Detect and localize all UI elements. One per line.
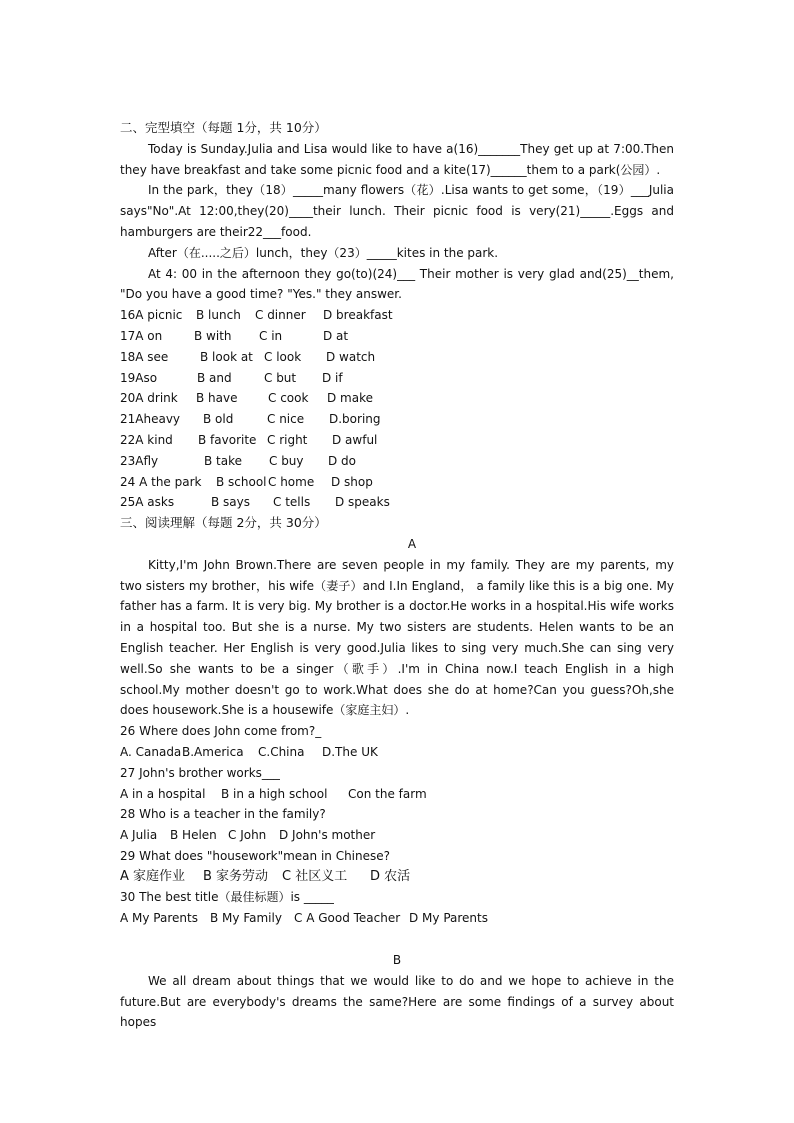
option-30a: A My Parents (120, 911, 198, 926)
option-28b: B Helen (170, 828, 217, 843)
option-22d: D awful (332, 432, 378, 447)
option-22c: C right (267, 432, 308, 447)
option-19b: B and (197, 370, 232, 385)
option-16c: C dinner (255, 308, 306, 323)
option-28c: C John (228, 828, 267, 843)
option-26c: C.China (258, 744, 305, 759)
option-20d: D make (327, 391, 374, 406)
option-row-25 (120, 492, 674, 513)
option-19a: 19Aso (120, 370, 158, 385)
question-27-options (120, 784, 674, 805)
option-22a: 22A kind (120, 432, 173, 447)
option-25d: D speaks (335, 495, 390, 510)
option-17b: B with (194, 328, 232, 343)
section2-heading: 二、完型填空（每题 1分，共 10分） (120, 120, 327, 135)
option-row-20 (120, 388, 674, 409)
option-30b: B My Family (210, 911, 282, 926)
spacer (120, 929, 674, 950)
question-27: 27 John's brother works___ (120, 765, 280, 780)
option-29c: C 社区义工 (282, 868, 348, 884)
option-27b: B in a high school (221, 786, 328, 801)
passage-a-text: Kitty,I'm John Brown.There are seven people in my family. They are my parents, my two sisters my brother，his wife（妻子）and I.In England， a family like this is a big one. My father has a farm. It is very big. My brother is a doctor.He works in a hospital.His wife works in a hospital too. But she is a nurse. My two sisters are students. Helen wants to be an English teacher. Her English is very good.Julia likes to sing very much.She can sing very well.So she wants to be a singer（歌手）.I'm in China now.I teach English in a high school.My mother doesn't go to work.What does she do at home?Can you guess?Oh,she does housework.She is a housewife（家庭主妇）. (120, 557, 674, 718)
cloze-options (120, 305, 674, 513)
option-19d: D if (322, 370, 343, 385)
option-23a: 23Afly (120, 453, 159, 468)
option-24c: C home (268, 474, 315, 489)
option-24a: 24 A the park (120, 474, 202, 489)
option-20a: 20A drink (120, 391, 178, 406)
option-17c: C in (259, 328, 283, 343)
option-21c: C nice (267, 412, 305, 427)
option-21d: D.boring (329, 412, 381, 427)
option-row-23 (120, 451, 674, 472)
option-21b: B old (203, 412, 234, 427)
option-18c: C look (264, 349, 302, 364)
option-row-22 (120, 430, 674, 451)
option-25b: B says (211, 495, 251, 510)
option-27c: Con the farm (348, 786, 427, 801)
option-28a: A Julia (120, 828, 158, 843)
option-21a: 21Aheavy (120, 412, 181, 427)
cloze-paragraph-1: Today is Sunday.Julia and Lisa would like to have a(16)_______They get up at 7:00.Then they have breakfast and take some picnic food and a kite(17)______them to a park(公园）. (120, 141, 674, 177)
option-25c: C tells (273, 495, 311, 510)
option-26b: B.America (182, 744, 244, 759)
question-29: 29 What does "housework"mean in Chinese? (120, 848, 391, 863)
option-18d: D watch (326, 349, 376, 364)
option-row-16 (120, 305, 674, 326)
option-29d: D 农活 (370, 868, 411, 884)
passage-b-text: We all dream about things that we would like to do and we hope to achieve in the future.But are everybody's dreams the same?Here are some findings of a survey about hopes (120, 973, 674, 1030)
question-28: 28 Who is a teacher in the family? (120, 807, 326, 822)
option-row-17 (120, 326, 674, 347)
cloze-paragraph-3: After（在.....之后）lunch，they（23）_____kites in the park. (148, 245, 499, 260)
cloze-paragraph-4: At 4: 00 in the afternoon they go(to)(24)___ Their mother is very glad and(25)__them, "Do you have a good time? "Yes." they answer. (120, 266, 674, 302)
question-28-options (120, 825, 674, 846)
option-row-18 (120, 347, 674, 368)
section3-heading: 三、阅读理解（每题 2分，共 30分） (120, 515, 327, 531)
option-17a: 17A on (120, 328, 163, 343)
passage-b-label: B (392, 953, 402, 968)
question-30-options (120, 908, 674, 929)
option-24d: D shop (331, 474, 373, 489)
question-26-options (120, 742, 674, 763)
option-26d: D.The UK (322, 744, 378, 759)
option-row-19 (120, 368, 674, 389)
option-19c: C but (264, 370, 297, 385)
option-18a: 18A see (120, 349, 169, 364)
option-27a: A in a hospital (120, 786, 206, 801)
passage-a-label: A (407, 536, 417, 551)
worksheet-page (120, 118, 674, 1033)
option-29a: A 家庭作业 (120, 868, 186, 884)
option-20b: B have (196, 391, 238, 406)
option-25a: 25A asks (120, 495, 175, 510)
option-row-24 (120, 472, 674, 493)
option-17d: D at (323, 328, 349, 343)
question-29-options (120, 867, 674, 888)
question-26: 26 Where does John come from?_ (120, 724, 322, 739)
option-23b: B take (204, 453, 243, 468)
option-23c: C buy (269, 453, 304, 468)
cloze-paragraph-2: In the park，they（18）_____many flowers（花）.Lisa wants to get some，（19）___Julia says"No".At 12:00,they(20)____their lunch. Their picnic food is very(21)_____.Eggs and hamburgers are their22___food. (120, 183, 674, 239)
option-16d: D breakfast (323, 308, 393, 323)
option-18b: B look at (200, 349, 253, 364)
question-30: 30 The best title（最佳标题）is _____ (120, 890, 334, 905)
option-29b: B 家务劳动 (203, 868, 269, 884)
option-26a: A. Canada (120, 744, 182, 759)
option-23d: D do (328, 453, 357, 468)
option-30c: C A Good Teacher (294, 911, 401, 926)
passage-a-questions (120, 721, 674, 929)
option-30d: D My Parents (409, 911, 488, 926)
option-16a: 16A picnic (120, 308, 183, 323)
option-22b: B favorite (198, 432, 257, 447)
option-28d: D John's mother (279, 828, 376, 843)
option-row-21 (120, 409, 674, 430)
option-16b: B lunch (196, 308, 241, 323)
option-24b: B school (216, 474, 267, 489)
option-20c: C cook (268, 391, 309, 406)
